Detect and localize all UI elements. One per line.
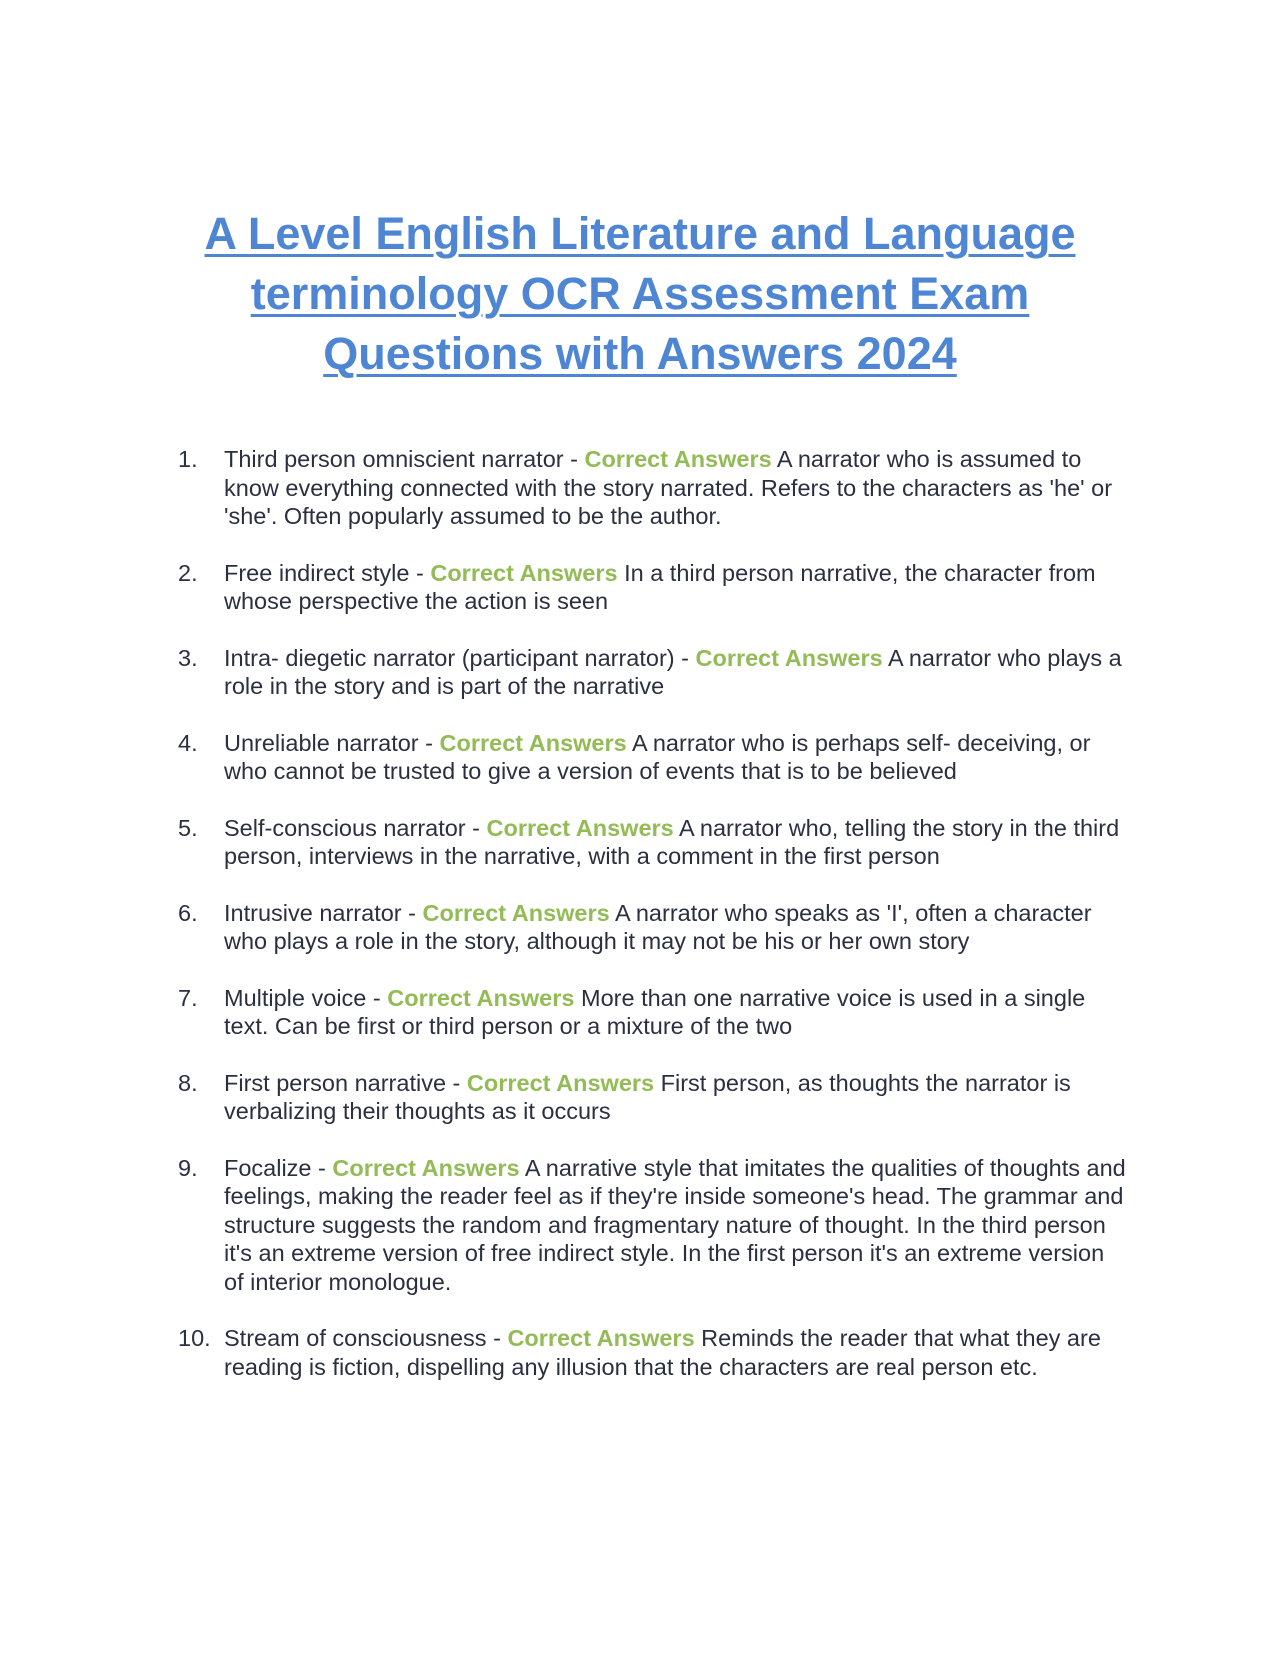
qa-answer: A narrative style that imitates the qualities of thoughts and feelings, making the reader feel as if they're inside someone's head. The grammar and structure suggests the random and fragmentary nature of thought. In the third person it's an extreme version of free indirect style. In the first person it's an extreme version of interior monologue. bbox=[224, 1154, 1126, 1295]
correct-answers-label: Correct Answers bbox=[466, 1069, 655, 1096]
qa-answer: More than one narrative voice is used in a single text. Can be first or third person or a mixture of the two bbox=[224, 984, 1086, 1039]
qa-term: Multiple voice - bbox=[224, 984, 381, 1011]
correct-answers-label: Correct Answers bbox=[695, 644, 883, 671]
qa-item-8 bbox=[178, 1069, 1128, 1126]
qa-term: Free indirect style - bbox=[224, 559, 424, 586]
qa-item-9 bbox=[178, 1154, 1128, 1297]
qa-term: Third person omniscient narrator - bbox=[224, 446, 578, 472]
correct-answers-label: Correct Answers bbox=[430, 559, 618, 586]
qa-item-10 bbox=[178, 1324, 1128, 1381]
qa-number: 1. bbox=[178, 446, 198, 472]
qa-answer: A narrator who, telling the story in the third person, interviews in the narrative, with a comment in the first person bbox=[224, 814, 1120, 869]
qa-item-7 bbox=[178, 984, 1128, 1041]
correct-answers-label: Correct Answers bbox=[439, 729, 627, 756]
qa-answer: Reminds the reader that what they are reading is fiction, dispelling any illusion that the characters are real person etc. bbox=[224, 1325, 1101, 1380]
correct-answers-label: Correct Answers bbox=[584, 446, 772, 472]
qa-answer: In a third person narrative, the character from whose perspective the action is seen bbox=[224, 559, 1096, 614]
correct-answers-label: Correct Answers bbox=[486, 814, 674, 841]
qa-item-3 bbox=[178, 644, 1128, 701]
qa-term: Intra- diegetic narrator (participant narrator) - bbox=[224, 644, 689, 671]
qa-term: Focalize - bbox=[224, 1154, 326, 1181]
qa-term: Self-conscious narrator - bbox=[224, 814, 480, 841]
qa-number: 5. bbox=[178, 814, 198, 841]
qa-answer: A narrator who speaks as 'I', often a character who plays a role in the story, although it may not be his or her own story bbox=[224, 899, 1092, 954]
qa-answer: First person, as thoughts the narrator is verbalizing their thoughts as it occurs bbox=[224, 1069, 1071, 1124]
qa-number: 8. bbox=[178, 1069, 198, 1096]
correct-answers-label: Correct Answers bbox=[507, 1325, 695, 1351]
qa-term: Stream of consciousness - bbox=[224, 1325, 501, 1351]
qa-item-4 bbox=[178, 729, 1128, 786]
qa-number: 6. bbox=[178, 899, 198, 926]
qa-number: 2. bbox=[178, 559, 198, 586]
qa-number: 10. bbox=[178, 1325, 211, 1351]
qa-number: 4. bbox=[178, 729, 198, 756]
qa-answer: A narrator who plays a role in the story and is part of the narrative bbox=[224, 644, 1122, 699]
qa-item-6 bbox=[178, 899, 1128, 956]
qa-number: 7. bbox=[178, 984, 198, 1011]
correct-answers-label: Correct Answers bbox=[387, 984, 575, 1011]
qa-term: Unreliable narrator - bbox=[224, 729, 433, 756]
correct-answers-label: Correct Answers bbox=[422, 899, 610, 926]
qa-term: Intrusive narrator - bbox=[224, 899, 416, 926]
document-title: A Level English Literature and Language terminology OCR Assessment Exam Questions with Answers 2024 bbox=[204, 208, 1076, 379]
qa-item-1 bbox=[178, 445, 1128, 531]
qa-number: 3. bbox=[178, 644, 198, 671]
qa-list bbox=[178, 445, 1128, 1409]
qa-number: 9. bbox=[178, 1154, 198, 1181]
qa-answer: A narrator who is assumed to know everything connected with the story narrated. Refers to the characters as 'he' or 'she'. Often popularly assumed to be the author. bbox=[224, 446, 1113, 529]
qa-term: First person narrative - bbox=[224, 1069, 461, 1096]
qa-item-5 bbox=[178, 814, 1128, 871]
qa-answer: A narrator who is perhaps self- deceiving, or who cannot be trusted to give a version of events that is to be believed bbox=[224, 729, 1091, 784]
correct-answers-label: Correct Answers bbox=[332, 1154, 520, 1181]
qa-item-2 bbox=[178, 559, 1128, 616]
